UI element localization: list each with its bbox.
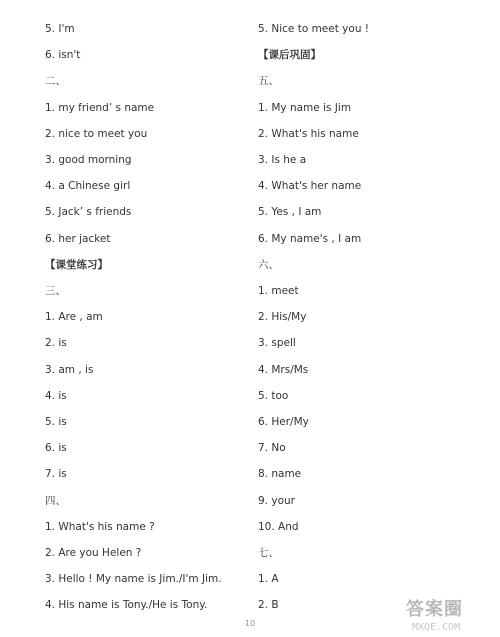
page-number: 10 — [244, 619, 256, 628]
answer-line: 10. And — [258, 520, 299, 533]
answer-line: 5. too — [258, 389, 289, 402]
answer-line: 1. my friend’ s name — [45, 101, 155, 114]
answer-line: 3. am , is — [45, 363, 94, 376]
answer-line: 6. My name's , I am — [258, 232, 362, 245]
answer-line: 5. Yes , I am — [258, 206, 322, 219]
answer-line: 4. His name is Tony./He is Tony. — [45, 599, 208, 612]
answer-line: 5. Nice to meet you ! — [258, 23, 370, 35]
answer-line: 4. is — [45, 389, 67, 402]
answer-line: 3. Hello ! My name is Jim./I'm Jim. — [45, 573, 222, 586]
answer-line: 6. her jacket — [45, 232, 111, 245]
answer-line: 5. Jack’ s friends — [45, 206, 132, 219]
answer-line: 4. What's her name — [258, 180, 362, 193]
answer-line: 9. your — [258, 494, 295, 507]
answer-line: 3. good morning — [45, 154, 132, 166]
answer-line: 1. A — [258, 573, 279, 586]
watermark-site-text: MXQE.COM — [412, 622, 461, 633]
answer-line: 2. His/My — [258, 311, 307, 324]
answer-line: 7. is — [45, 468, 67, 481]
answer-line: 二、 — [45, 75, 66, 88]
answer-line: 三、 — [45, 285, 66, 297]
answer-line: 1. Are , am — [45, 311, 103, 324]
answer-line: 1. What's his name ? — [45, 520, 155, 533]
answer-line: 2. What's his name — [258, 127, 359, 140]
answer-line: 五、 — [258, 75, 279, 88]
answer-line: 2. is — [45, 337, 67, 350]
answer-line: 5. I'm — [45, 23, 75, 35]
answer-line: 6. isn't — [45, 49, 81, 62]
answer-line: 3. spell — [258, 337, 296, 350]
answer-line: 2. nice to meet you — [45, 127, 148, 140]
answer-line: 七、 — [258, 547, 279, 559]
answer-line: 5. is — [45, 416, 67, 428]
answer-line: 1. meet — [258, 285, 299, 297]
watermark-main-text: 答案圈 — [406, 599, 463, 620]
answer-line: 7. No — [258, 442, 286, 455]
section-heading: 【课后巩固】 — [258, 49, 321, 62]
answer-line: 6. is — [45, 442, 67, 455]
answer-line: 8. name — [258, 468, 302, 481]
section-heading: 【课堂练习】 — [45, 258, 108, 271]
answer-line: 3. Is he a — [258, 154, 307, 166]
answer-line: 1. My name is Jim — [258, 101, 352, 114]
watermark-logo — [406, 595, 492, 633]
answer-line: 2. B — [258, 599, 279, 612]
answer-line: 六、 — [258, 258, 279, 271]
answer-line: 4. a Chinese girl — [45, 180, 131, 193]
answer-line: 4. Mrs/Ms — [258, 363, 309, 376]
answer-line: 四、 — [45, 494, 66, 507]
answer-line: 2. Are you Helen ? — [45, 547, 142, 559]
answer-line: 6. Her/My — [258, 416, 309, 428]
